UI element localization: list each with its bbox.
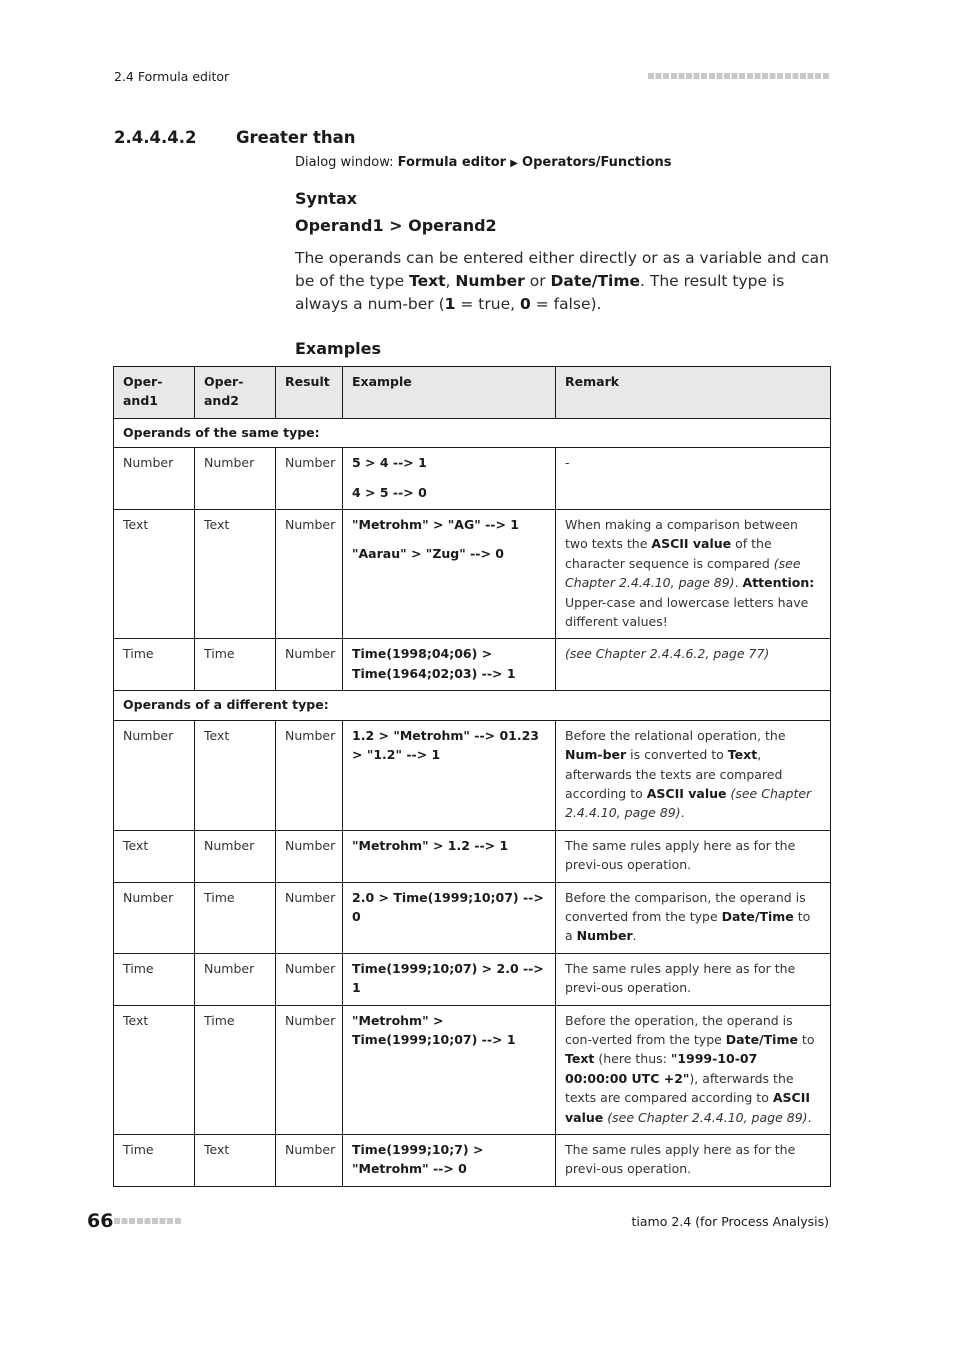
- cell-op1: Number: [114, 448, 195, 510]
- cell-example: Time(1998;04;06) > Time(1964;02;03) --> 1: [343, 639, 556, 691]
- col-header-example: Example: [343, 367, 556, 419]
- table-row: [114, 510, 831, 639]
- cell-example: "Metrohm" > "AG" --> 1 "Aarau" > "Zug" --> 0: [343, 510, 556, 639]
- cell-op2: Text: [195, 1135, 276, 1187]
- cell-op2: Time: [195, 1005, 276, 1134]
- cell-example: "Metrohm" > Time(1999;10;07) --> 1: [343, 1005, 556, 1134]
- dialog-path: [295, 155, 672, 170]
- cell-op1: Number: [114, 720, 195, 830]
- table-row: [114, 448, 831, 510]
- cell-result: Number: [276, 720, 343, 830]
- header-dot-strip: [648, 73, 830, 79]
- cell-example: 1.2 > "Metrohm" --> 01.23 > "1.2" --> 1: [343, 720, 556, 830]
- group-row: [114, 418, 831, 447]
- cell-op2: Number: [195, 953, 276, 1005]
- table-row: [114, 953, 831, 1005]
- syntax-heading: Syntax: [295, 189, 358, 208]
- table-row: [114, 639, 831, 691]
- cell-remark: The same rules apply here as for the previ-ous operation.: [556, 953, 831, 1005]
- cell-op1: Text: [114, 1005, 195, 1134]
- cell-op2: Time: [195, 639, 276, 691]
- cell-remark: Before the relational operation, the Num-ber is converted to Text, afterwards the texts are compared according to ASCII value (see Chapter 2.4.4.10, page 89).: [556, 720, 831, 830]
- col-header-operand2: Oper-and2: [195, 367, 276, 419]
- dialog-path-operators: Operators/Functions: [522, 155, 672, 170]
- table-row: [114, 1005, 831, 1134]
- cell-op1: Text: [114, 830, 195, 882]
- section-number: 2.4.4.4.2: [114, 128, 197, 147]
- section-title: Greater than: [236, 128, 356, 147]
- group-label-different-type: Operands of a different type:: [114, 691, 831, 720]
- cell-op2: Time: [195, 882, 276, 953]
- table-header-row: [114, 367, 831, 419]
- description-paragraph: The operands can be entered either directly or as a variable and can be of the type Text, Number or Date/Time. The result type is always a num-ber (1 = true, 0 = false).: [295, 249, 829, 313]
- col-header-operand1: Oper-and1: [114, 367, 195, 419]
- footer-dot-strip: [114, 1218, 182, 1224]
- cell-remark: The same rules apply here as for the previ-ous operation.: [556, 830, 831, 882]
- dialog-prefix: Dialog window:: [295, 155, 398, 170]
- group-row: [114, 691, 831, 720]
- cell-example: Time(1999;10;07) > 2.0 --> 1: [343, 953, 556, 1005]
- cell-result: Number: [276, 639, 343, 691]
- syntax-expression: Operand1 > Operand2: [295, 216, 497, 235]
- cell-remark: Before the operation, the operand is con-verted from the type Date/Time to Text (here thus: "1999-10-07 00:00:00 UTC +2"), afterwards the texts are compared according to ASCII value (see Chapter 2.4.4.10, page 89).: [556, 1005, 831, 1134]
- cell-example: "Metrohm" > 1.2 --> 1: [343, 830, 556, 882]
- examples-heading: Examples: [295, 339, 382, 358]
- group-label-same-type: Operands of the same type:: [114, 418, 831, 447]
- cell-op2: Text: [195, 720, 276, 830]
- col-header-result: Result: [276, 367, 343, 419]
- dialog-path-formula-editor: Formula editor: [397, 155, 507, 170]
- arrow-right-icon: ▶: [510, 158, 518, 169]
- cell-op1: Time: [114, 1135, 195, 1187]
- cell-result: Number: [276, 882, 343, 953]
- cell-op2: Number: [195, 830, 276, 882]
- cell-op1: Time: [114, 953, 195, 1005]
- cell-result: Number: [276, 1005, 343, 1134]
- page-number: 66: [87, 1210, 114, 1232]
- running-header: 2.4 Formula editor: [114, 69, 230, 84]
- cell-op2: Number: [195, 448, 276, 510]
- table-row: [114, 720, 831, 830]
- cell-example: Time(1999;10;7) > "Metrohm" --> 0: [343, 1135, 556, 1187]
- cell-remark: (see Chapter 2.4.4.6.2, page 77): [556, 639, 831, 691]
- cell-remark: Before the comparison, the operand is converted from the type Date/Time to a Number.: [556, 882, 831, 953]
- cell-result: Number: [276, 953, 343, 1005]
- product-name: tiamo 2.4 (for Process Analysis): [631, 1214, 829, 1229]
- table-row: [114, 882, 831, 953]
- col-header-remark: Remark: [556, 367, 831, 419]
- cell-result: Number: [276, 830, 343, 882]
- cell-op2: Text: [195, 510, 276, 639]
- cell-result: Number: [276, 510, 343, 639]
- cell-result: Number: [276, 1135, 343, 1187]
- cell-remark: -: [556, 448, 831, 510]
- cell-example: 2.0 > Time(1999;10;07) --> 0: [343, 882, 556, 953]
- table-row: [114, 830, 831, 882]
- cell-result: Number: [276, 448, 343, 510]
- examples-table: [113, 366, 831, 1187]
- cell-remark: When making a comparison between two texts the ASCII value of the character sequence is compared (see Chapter 2.4.4.10, page 89). Attention: Upper-case and lowercase letters have different values!: [556, 510, 831, 639]
- cell-op1: Number: [114, 882, 195, 953]
- table-row: [114, 1135, 831, 1187]
- cell-remark: The same rules apply here as for the previ-ous operation.: [556, 1135, 831, 1187]
- cell-op1: Text: [114, 510, 195, 639]
- cell-op1: Time: [114, 639, 195, 691]
- cell-example: 5 > 4 --> 1 4 > 5 --> 0: [343, 448, 556, 510]
